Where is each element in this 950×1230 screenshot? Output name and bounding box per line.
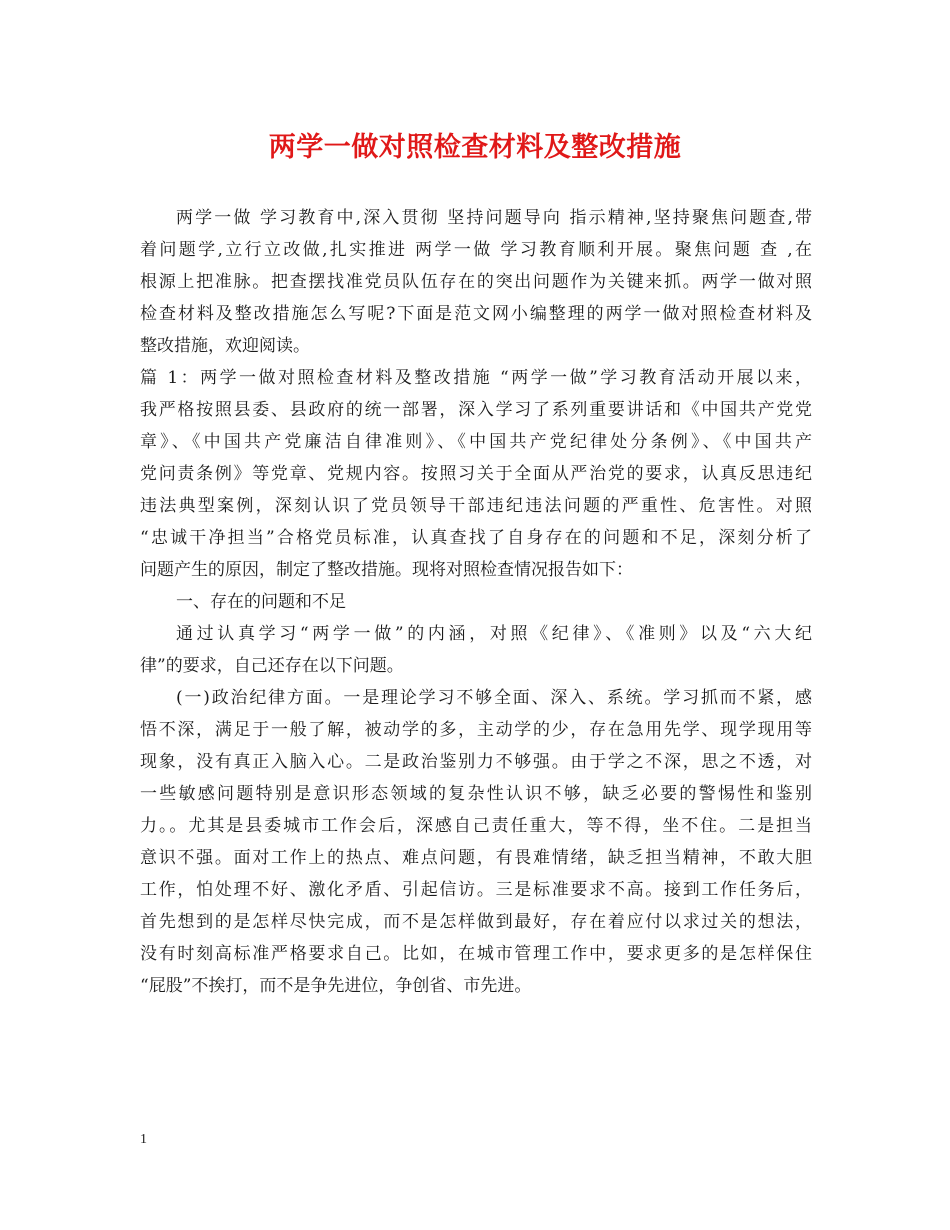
text-line: 现象，没有真正入脑入心。二是政治鉴别力不够强。由于学之不深，思之不透，对	[140, 752, 812, 772]
text-line: 通过认真学习“两学一做”的内涵，对照《纪律》、《准则》以及“六大纪	[176, 624, 812, 644]
document-title: 两学一做对照检查材料及整改措施	[268, 132, 682, 163]
text-line: 意识不强。面对工作上的热点、难点问题，有畏难情绪，缺乏担当精神，不敢大胆	[140, 848, 812, 868]
text-line: 首先想到的是怎样尽快完成，而不是怎样做到最好，存在着应付以求过关的想法，	[140, 912, 812, 932]
text-line: “屁股”不挨打，而不是争先进位，争创省、市先进。	[140, 976, 532, 996]
text-line: 问题产生的原因，制定了整改措施。现将对照检查情况报告如下：	[140, 560, 633, 580]
text-line: 整改措施，欢迎阅读。	[140, 336, 310, 356]
document-body	[140, 202, 812, 1002]
text-line: 律”的要求，自己还存在以下问题。	[140, 656, 404, 676]
page-number: 1	[140, 1132, 147, 1147]
text-line: 篇 1：两学一做对照检查材料及整改措施 “两学一做”学习教育活动开展以来，	[140, 368, 812, 388]
text-line: 悟不深，满足于一般了解，被动学的多，主动学的少，存在急用先学、现学现用等	[140, 720, 812, 740]
text-line: (一)政治纪律方面。一是理论学习不够全面、深入、系统。学习抓而不紧，感	[176, 688, 812, 708]
text-line: 工作，怕处理不好、激化矛盾、引起信访。三是标准要求不高。接到工作任务后，	[140, 880, 812, 900]
section-heading: 一、存在的问题和不足	[176, 592, 346, 612]
text-line: 我严格按照县委、县政府的统一部署，深入学习了系列重要讲话和《中国共产党党	[140, 400, 812, 420]
text-line: 一些敏感问题特别是意识形态领域的复杂性认识不够，缺乏必要的警惕性和鉴别	[140, 784, 812, 804]
text-line: 章》、《中国共产党廉洁自律准则》、《中国共产党纪律处分条例》、《中国共产	[140, 432, 812, 452]
text-line: 党问责条例》等党章、党规内容。按照习关于全面从严治党的要求，认真反思违纪	[140, 464, 812, 484]
text-line: 违法典型案例，深刻认识了党员领导干部违纪违法问题的严重性、危害性。对照	[140, 496, 812, 516]
text-line: 力。。尤其是县委城市工作会后，深感自己责任重大，等不得，坐不住。二是担当	[140, 816, 812, 836]
text-line: 两学一做 学习教育中,深入贯彻 坚持问题导向 指示精神,坚持聚焦问题查,带	[176, 208, 812, 228]
text-line: 根源上把准脉。把查摆找准党员队伍存在的突出问题作为关键来抓。两学一做对照	[140, 272, 812, 292]
text-line: “忠诚干净担当”合格党员标准，认真查找了自身存在的问题和不足，深刻分析了	[140, 528, 812, 548]
text-line: 没有时刻高标准严格要求自己。比如，在城市管理工作中，要求更多的是怎样保住	[140, 944, 812, 964]
text-line: 着问题学,立行立改做,扎实推进 两学一做 学习教育顺利开展。聚焦问题 查 ,在	[140, 240, 812, 260]
text-line: 检查材料及整改措施怎么写呢?下面是范文网小编整理的两学一做对照检查材料及	[140, 304, 812, 324]
